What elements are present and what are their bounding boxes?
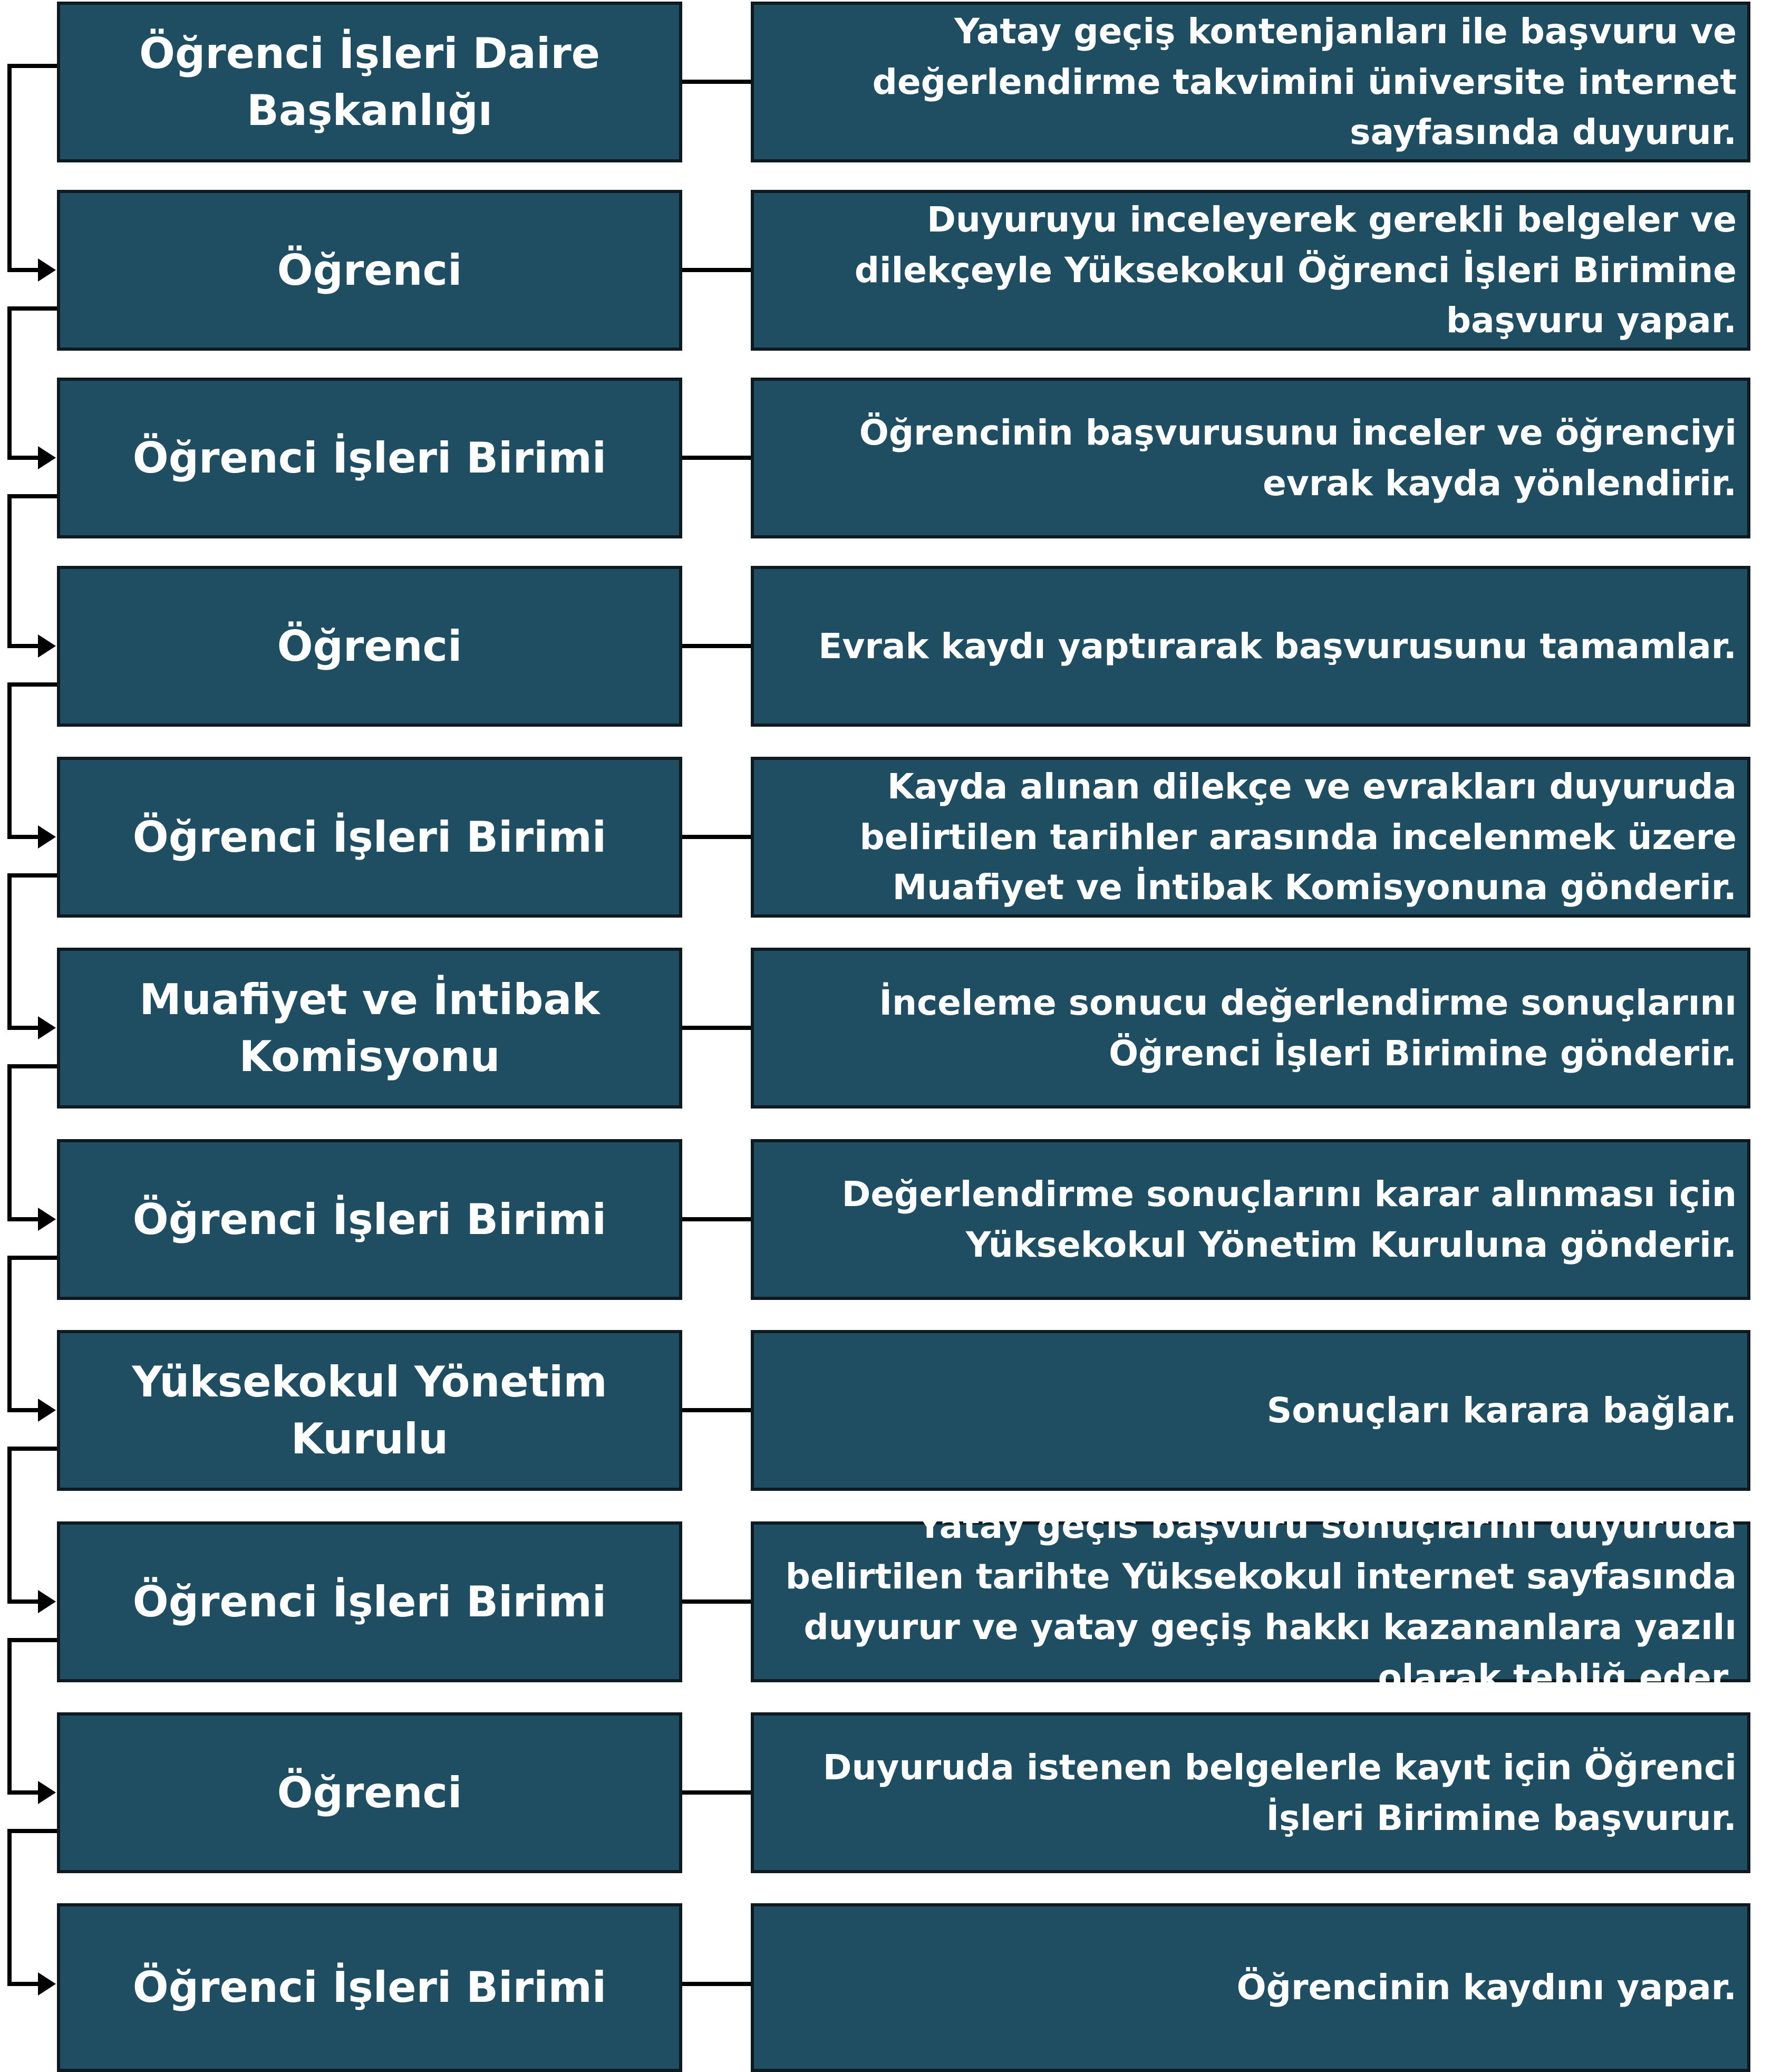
arrow-head-icon [38,634,56,658]
actor-label: Yüksekokul Yönetim Kurulu [132,1357,607,1463]
action-text: Duyuruyu inceleyerek gerekli belgeler ve dilekçeyle Yüksekokul Öğrenci İşleri Birimine başvuru yapar. [854,199,1737,341]
arrow-head-icon [38,1781,56,1804]
action-box [751,1139,1750,1300]
arrow-head-icon [38,825,56,849]
actor-box [57,1521,682,1682]
action-box [751,1903,1750,2072]
action-text: Kayda alınan dilekçe ve evrakları duyuruda belirtilen tarihler arasında incelenmek üzere Muafiyet ve İntibak Komisyonuna gönderir. [859,766,1737,908]
action-text: Yatay geçis başvuru sonuçlarını duyuruda belirtilen tarihte Yüksekokul internet sayfasında duyurur ve yatay geçiş hakkı kazananlara yazılı olarak tebliğ eder. [785,1506,1737,1698]
arrow-head-icon [38,1208,56,1231]
actor-box [57,948,682,1109]
actor-label: Öğrenci İşleri Birimi [132,1577,607,1626]
action-box [751,1506,1750,1698]
action-box [751,1712,1750,1873]
actor-box [57,1139,682,1300]
action-box [751,948,1750,1109]
arrow-head-icon [38,1590,56,1613]
actor-label: Öğrenci İşleri Birimi [132,1194,607,1244]
actor-box [57,190,682,351]
arrow-head-icon [38,1399,56,1422]
action-box [751,2,1750,162]
action-box [751,190,1750,351]
actor-box [57,566,682,727]
actor-box [57,1330,682,1491]
actor-box [57,2,682,162]
action-text: Duyuruda istenen belgelerle kayıt için Öğrenci İşleri Birimine başvurur. [822,1747,1737,1838]
actor-label: Öğrenci [277,1768,462,1817]
actor-label: Öğrenci [277,621,462,671]
actor-label: Öğrenci İşleri Daire Başkanlığı [139,28,600,135]
arrow-head-icon [38,446,56,469]
arrow-head-icon [38,1016,56,1039]
action-text: Sonuçları karara bağlar. [1266,1390,1737,1431]
action-text: Öğrencinin başvurusunu inceler ve öğrenciyi evrak kayda yönlendirir. [859,412,1737,504]
arrow-head-icon [38,1972,56,1996]
action-text: Değerlendirme sonuçlarını karar alınması için Yüksekokul Yönetim Kuruluna gönderir. [841,1173,1737,1265]
action-box [751,1330,1750,1491]
actor-box [57,1903,682,2072]
actor-label: Öğrenci [277,245,462,295]
actor-box [57,757,682,918]
actor-label: Öğrenci İşleri Birimi [132,1963,607,2012]
action-box [751,566,1750,727]
actor-box [57,378,682,538]
actor-label: Muafiyet ve İntibak Komisyonu [139,975,600,1081]
action-text: İnceleme sonucu değerlendirme sonuçlarını Öğrenci İşleri Birimine gönderir. [879,982,1737,1074]
action-text: Evrak kaydı yaptırarak başvurusunu tamamlar. [818,625,1737,667]
action-box [751,757,1750,918]
arrow-head-icon [38,258,56,282]
actor-box [57,1712,682,1873]
action-text: Yatay geçiş kontenjanları ile başvuru ve değerlendirme takvimini üniversite internet sayfasında duyurur. [872,11,1737,153]
actor-label: Öğrenci İşleri Birimi [132,433,607,483]
action-box [751,378,1750,538]
actor-label: Öğrenci İşleri Birimi [132,812,607,862]
action-text: Öğrencinin kaydını yapar. [1236,1967,1737,2008]
